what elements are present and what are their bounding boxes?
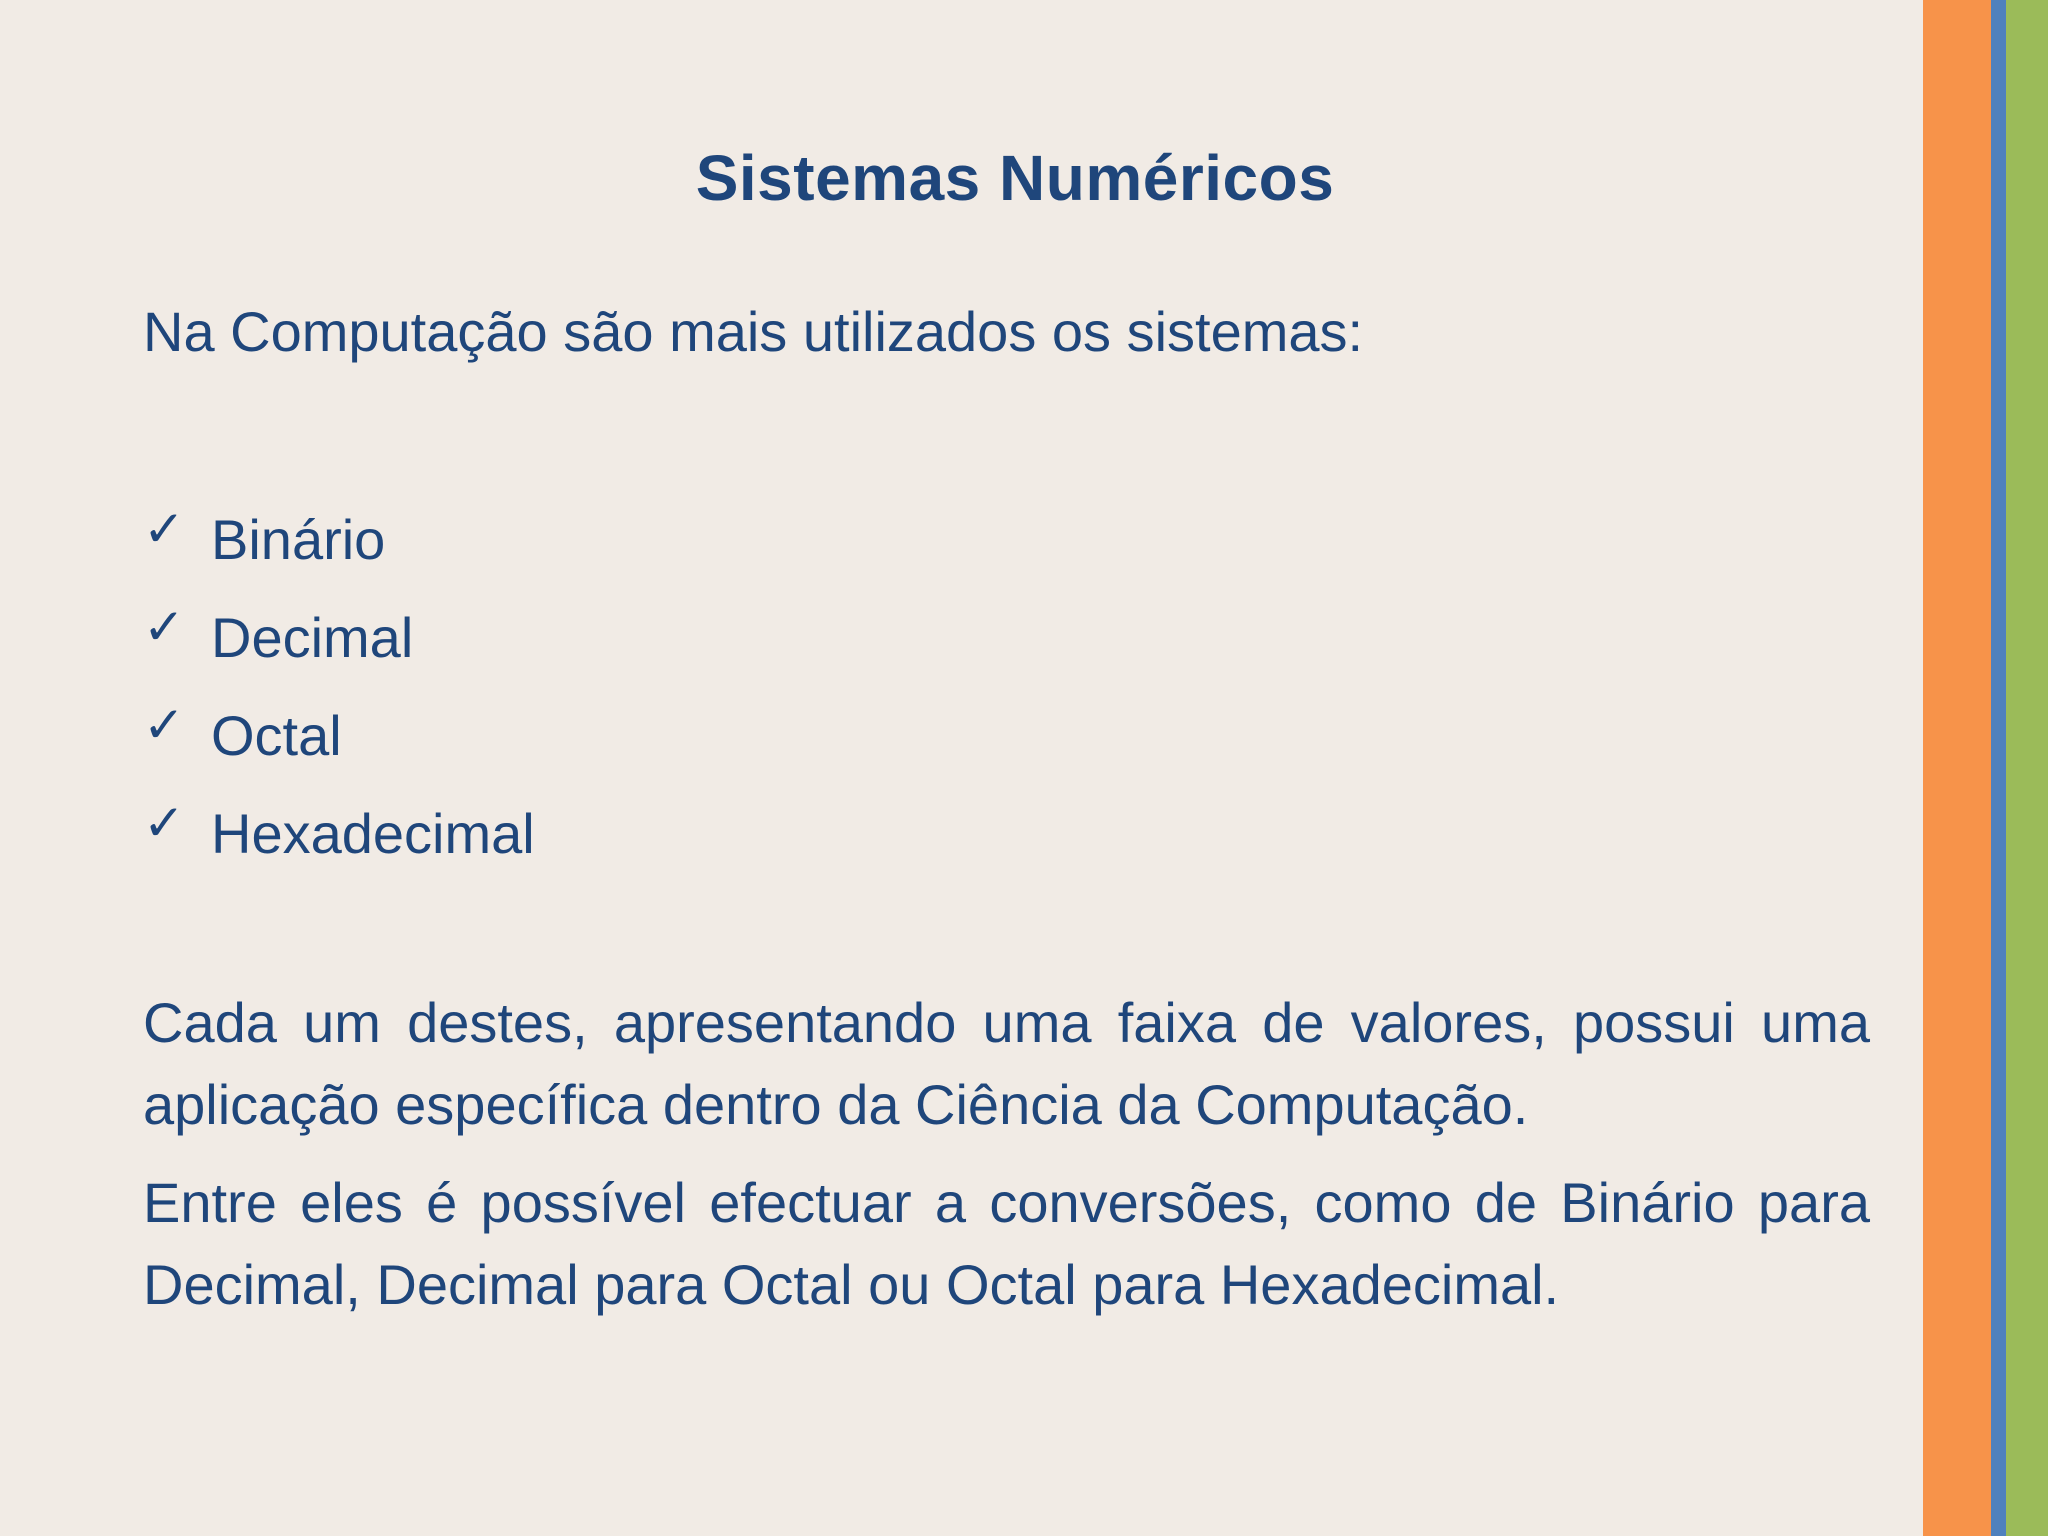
list-item-binario [143, 490, 535, 588]
blue-stripe [1991, 0, 2006, 1536]
intro-text: Na Computação são mais utilizados os sistemas: [143, 300, 1364, 363]
slide-title: Sistemas Numéricos [695, 142, 1335, 214]
list-item-hexadecimal [143, 784, 535, 882]
check-icon: ✓ [143, 500, 185, 558]
check-icon: ✓ [143, 794, 185, 852]
list-item-label: Hexadecimal [211, 801, 535, 865]
list-item-decimal [143, 588, 535, 686]
list-item-octal [143, 686, 535, 784]
list-item-label: Octal [211, 703, 342, 767]
check-icon: ✓ [143, 598, 185, 656]
check-icon: ✓ [143, 696, 185, 754]
green-stripe [2006, 0, 2048, 1536]
systems-list [143, 490, 535, 882]
list-item-label: Decimal [211, 605, 414, 669]
orange-stripe [1923, 0, 1991, 1536]
paragraph-conversions: Entre eles é possível efectuar a conversões, como de Binário para Decimal, Decimal para Octal ou Octal para Hexadecimal. [143, 1171, 1870, 1316]
list-item-label: Binário [211, 507, 386, 571]
paragraph-applications: Cada um destes, apresentando uma faixa de valores, possui uma aplicação específica dentro da Ciência da Computação. [143, 991, 1870, 1136]
